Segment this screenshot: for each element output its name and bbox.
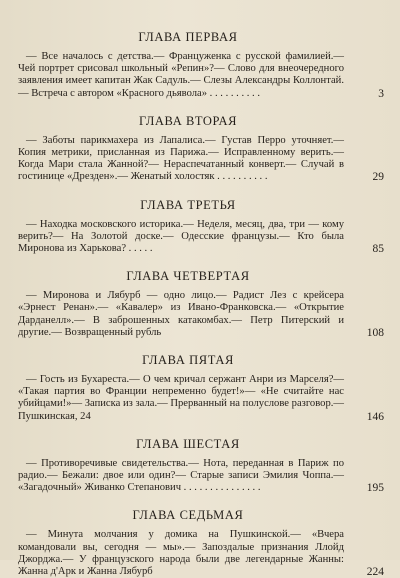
chapter-summary: — Противоречивые свидетельства.— Нота, переданная в Париж по радио.— Бежали: двое или один?— Старые записи Эмилия Чоппа.— «Загадочный» Живанко Степанович . . . . . . . . . . . . . . . [18, 457, 344, 494]
chapter-summary: — Гость из Бухареста.— О чем кричал сержант Анри из Марселя?— «Такая партия во Франции непременно будет!»— «Не считайте нас убийцами!»— Записка из зала.— Прерванный на полуслове разговор.— Пушкинская, 24 [18, 374, 344, 422]
chapter-7 [18, 508, 386, 578]
toc-entry [18, 529, 386, 578]
toc-entry [18, 374, 386, 423]
page-number: 108 [366, 326, 384, 339]
chapter-title: ГЛАВА ТРЕТЬЯ [140, 197, 236, 212]
toc-entry [18, 458, 386, 495]
toc-entry [18, 219, 386, 256]
chapter-title: ГЛАВА СЕДЬМАЯ [132, 508, 244, 523]
chapter-2 [18, 114, 386, 184]
chapter-1 [18, 30, 386, 100]
chapter-6 [18, 437, 386, 495]
chapter-3 [18, 198, 386, 256]
toc-entry [18, 135, 386, 184]
chapter-title: ГЛАВА ЧЕТВЕРТАЯ [126, 269, 250, 284]
page-number: 195 [366, 482, 384, 495]
chapter-summary: — Минута молчания у домика на Пушкинской.— «Вчера командовали вы, сегодня — мы».— Запоздалые признания Ллойд Джорджа.— У французского народа были две легендарные Жанны: Жанна д'Арк и Жанна Лябурб [18, 529, 344, 578]
page-number: 146 [366, 410, 384, 423]
chapter-title: ГЛАВА ШЕСТАЯ [136, 436, 240, 451]
chapter-summary: — Заботы парикмахера из Лапалиса.— Густав Перро уточняет.— Копия метрики, присланная из Парижа.— Исправленному верить.— Когда Мари стала Жанной?— Нераспечатанный конверт.— Случай в гостинице «Дрезден».— Женатый холостяк . . . . . . . . . . [18, 134, 344, 183]
chapter-title: ГЛАВА ПЕРВАЯ [138, 30, 238, 44]
toc-entry [18, 290, 386, 339]
page-number: 224 [366, 566, 384, 578]
page-number: 85 [372, 243, 384, 256]
chapter-summary: — Находка московского историка.— Неделя, месяц, два, три — кому верить?— На Золотой доске.— Одесские французы.— Кто была Миронова из Харькова? . . . . . [18, 218, 344, 255]
page-number: 29 [372, 171, 384, 184]
chapter-5 [18, 353, 386, 423]
chapter-summary: — Миронова и Лябурб — одно лицо.— Радист Лез с крейсера «Эрнест Ренан».— «Кавалер» из Ивано-Франковска.— «Открытие Дарданелл».— В заброшенных катакомбах.— Петр Питерский и другие.— Возвращенный рубль [18, 290, 344, 338]
chapter-title: ГЛАВА ПЯТАЯ [142, 353, 234, 368]
chapter-summary: — Все началось с детства.— Француженка с русской фамилией.— Чей портрет срисовал школьный «Репин»?— Слово для внеочередного заявления имеет капитан Жак Садуль.— Слезы Александры Коллонтай.— Встреча с автором «Красного дьявола» . . . . . . . . . . [18, 51, 344, 99]
chapter-4 [18, 269, 386, 339]
chapter-title: ГЛАВА ВТОРАЯ [138, 113, 238, 128]
toc-entry [18, 51, 386, 100]
page-number: 3 [378, 87, 384, 100]
